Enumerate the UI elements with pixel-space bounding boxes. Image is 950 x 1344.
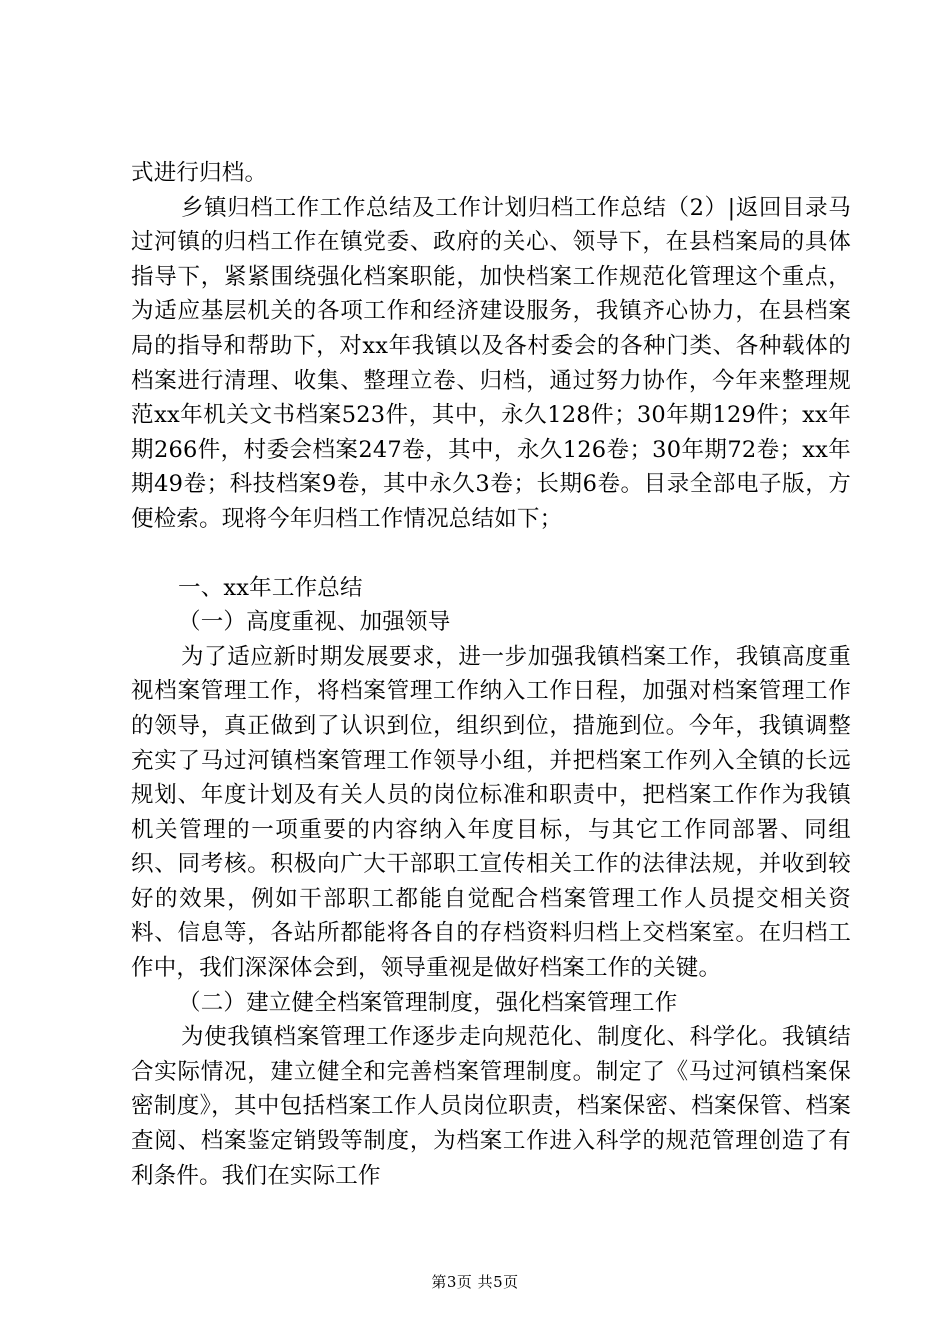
- section-heading: 一、xx年工作总结: [178, 574, 363, 601]
- paragraph-leadership: 为了适应新时期发展要求，进一步加强我镇档案工作，我镇高度重视档案管理工作，将档案管理工作纳入工作日程，加强对档案管理工作的领导，真正做到了认识到位，组织到位，措施到位。今年，我镇调整充实了马过河镇档案管理工作领导小组，并把档案工作列入全镇的长远规划、年度计划及有关人员的岗位标准和职责中，把档案工作作为我镇机关管理的一项重要的内容纳入年度目标，与其它工作同部署、同组织、同考核。积极向广大干部职工宣传相关工作的法律法规，并收到较好的效果，例如干部职工都能自觉配合档案管理工作人员提交相关资料、信息等，各站所都能将各自的存档资料归档上交档案室。在归档工作中，我们深深体会到，领导重视是做好档案工作的关键。: [131, 643, 851, 982]
- paragraph-system: 为使我镇档案管理工作逐步走向规范化、制度化、科学化。我镇结合实际情况，建立健全和完善档案管理制度。制定了《马过河镇档案保密制度》，其中包括档案工作人员岗位职责，档案保密、档案保管、档案查阅、档案鉴定销毁等制度，为档案工作进入科学的规范管理创造了有利条件。我们在实际工作: [131, 1024, 851, 1189]
- paragraph-intro: 乡镇归档工作工作总结及工作计划归档工作总结（2）|返回目录马过河镇的归档工作在镇党委、政府的关心、领导下，在县档案局的具体指导下，紧紧围绕强化档案职能，加快档案工作规范化管理这个重点，为适应基层机关的各项工作和经济建设服务，我镇齐心协力，在县档案局的指导和帮助下，对xx年我镇以及各村委会的各种门类、各种载体的档案进行清理、收集、整理立卷、归档，通过努力协作，今年来整理规范xx年机关文书档案523件，其中，永久128件；30年期129件；xx年期266件，村委会档案247卷，其中，永久126卷；30年期72卷；xx年期49卷；科技档案9卷，其中永久3卷；长期6卷。目录全部电子版，方便检索。现将今年归档工作情况总结如下；: [131, 194, 851, 532]
- subsection-heading-1: （一）高度重视、加强领导: [178, 609, 451, 636]
- paragraph-continuation: 式进行归档。: [131, 160, 268, 186]
- subsection-heading-2: （二）建立健全档案管理制度，强化档案管理工作: [178, 989, 678, 1016]
- page-footer: 第3页 共5页: [431, 1273, 519, 1291]
- document-body: [131, 156, 851, 1193]
